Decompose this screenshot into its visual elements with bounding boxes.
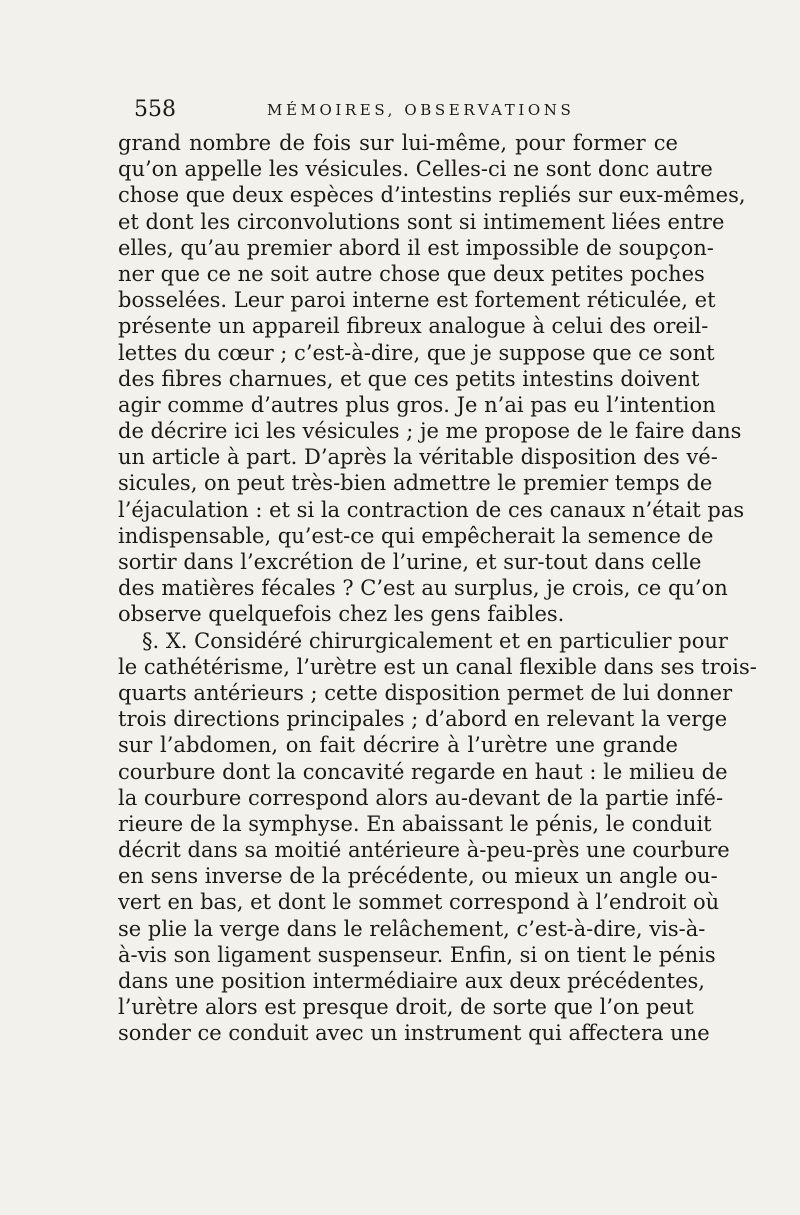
text-line: sortir dans l’excrétion de l’urine, et sur-tout dans celle: [118, 550, 702, 574]
text-line: un article à part. D’après la véritable disposition des vé-: [118, 445, 718, 470]
text-line: elles, qu’au premier abord il est impossible de soupçon-: [118, 235, 714, 260]
paragraph-end-line: observe quelquefois chez les gens faibles.: [118, 602, 565, 627]
text-line: et dont les circonvolutions sont si intimement liées entre: [118, 209, 725, 234]
text-line: quarts antérieurs ; cette disposition permet de lui donner: [118, 680, 733, 705]
section-start-line: §. X. Considéré chirurgicalement et en particulier pour: [142, 628, 728, 653]
text-line: dans une position intermédiaire aux deux précédentes,: [118, 969, 705, 993]
text-line: indispensable, qu’est-ce qui empêcherait la semence de: [118, 523, 714, 548]
text-line: lettes du cœur ; c’est-à-dire, que je suppose que ce sont: [118, 340, 715, 365]
text-line: à-vis son ligament suspenseur. Enfin, si on tient le pénis: [118, 942, 716, 967]
text-line: sur l’abdomen, on fait décrire à l’urètre une grande: [118, 733, 678, 758]
running-title: MÉMOIRES, OBSERVATIONS: [267, 101, 575, 119]
text-line: des matières fécales ? C’est au surplus, je crois, ce qu’on: [118, 576, 728, 601]
text-line: se plie la verge dans le relâchement, c’est-à-dire, vis-à-: [118, 916, 706, 941]
text-line: rieure de la symphyse. En abaissant le pénis, le conduit: [118, 811, 712, 836]
text-line: la courbure correspond alors au-devant de la partie infé-: [118, 785, 724, 810]
text-line: courbure dont la concavité regarde en haut : le milieu de: [118, 759, 728, 784]
text-line: le cathétérisme, l’urètre est un canal flexible dans ses trois-: [118, 654, 757, 679]
text-line: agir comme d’autres plus gros. Je n’ai pas eu l’intention: [118, 392, 716, 417]
text-line: qu’on appelle les vésicules. Celles-ci ne sont donc autre: [118, 157, 713, 182]
text-line: ner que ce ne soit autre chose que deux petites poches: [118, 261, 705, 286]
page-number: 558: [134, 97, 176, 122]
text-line: présente un appareil fibreux analogue à celui des oreil-: [118, 314, 709, 339]
text-line: décrit dans sa moitié antérieure à-peu-près une courbure: [118, 838, 730, 863]
text-line: des fibres charnues, et que ces petits intestins doivent: [118, 366, 700, 391]
text-line: vert en bas, et dont le sommet correspond à l’endroit où: [118, 890, 720, 915]
text-line: bosselées. Leur paroi interne est fortement réticulée, et: [118, 288, 716, 313]
body-text: [118, 130, 757, 1047]
text-line: chose que deux espèces d’intestins repliés sur eux-mêmes,: [118, 183, 746, 208]
page-header: [134, 96, 674, 124]
text-line: sicules, on peut très-bien admettre le premier temps de: [118, 471, 713, 496]
text-line: en sens inverse de la précédente, ou mieux un angle ou-: [118, 864, 718, 889]
text-line: de décrire ici les vésicules ; je me propose de le faire dans: [118, 419, 742, 444]
text-line: sonder ce conduit avec un instrument qui affectera une: [118, 1021, 710, 1046]
text-line: l’urètre alors est presque droit, de sorte que l’on peut: [118, 995, 694, 1020]
text-line: l’éjaculation : et si la contraction de ces canaux n’était pas: [118, 497, 745, 522]
text-line: trois directions principales ; d’abord en relevant la verge: [118, 707, 728, 732]
text-line: grand nombre de fois sur lui-même, pour former ce: [118, 131, 678, 155]
